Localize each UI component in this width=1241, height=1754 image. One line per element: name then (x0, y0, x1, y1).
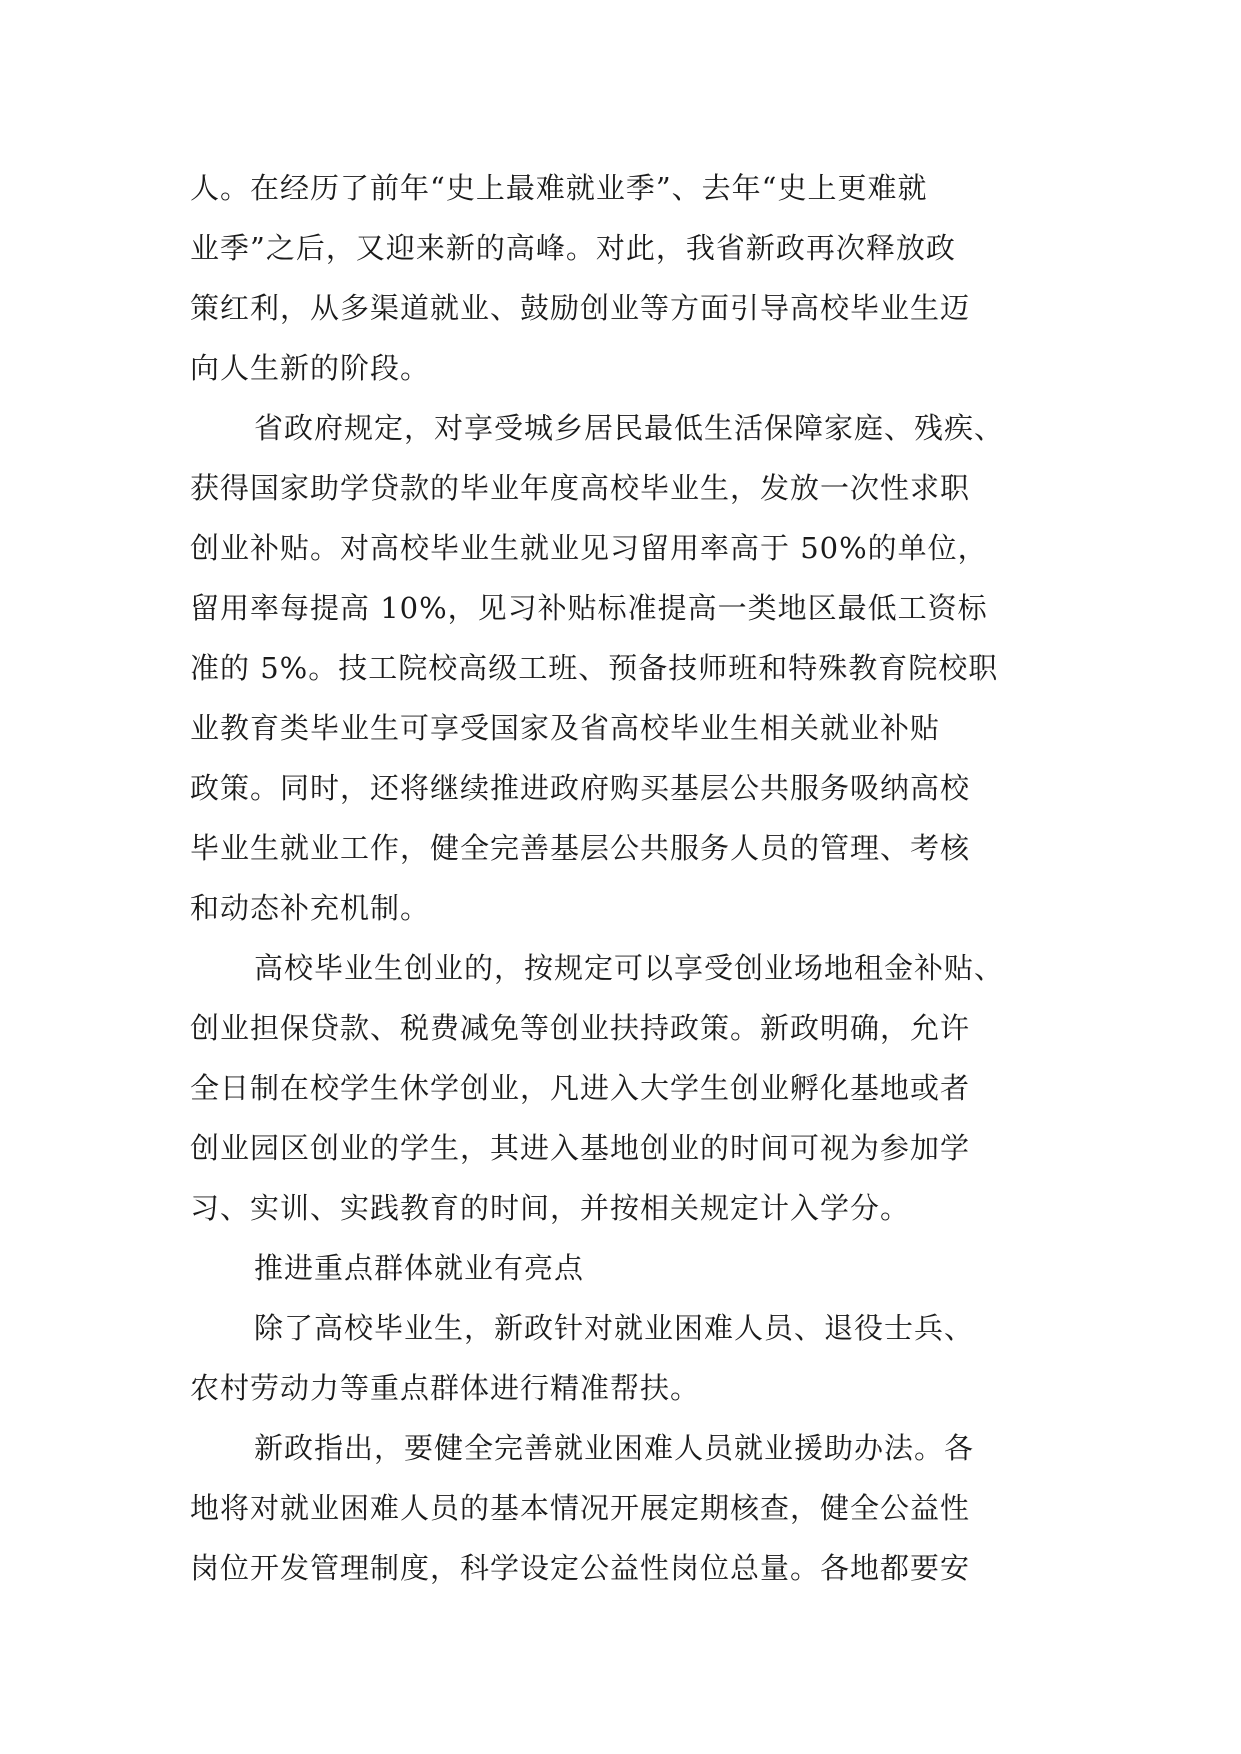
text-line: 人。在经历了前年“史上最难就业季”、去年“史上更难就 (190, 171, 928, 205)
text-line: 地将对就业困难人员的基本情况开展定期核查，健全公益性 (190, 1491, 971, 1525)
text-line: 留用率每提高 10%，见习补贴标准提高一类地区最低工资标 (190, 591, 988, 625)
text-line: 习、实训、实践教育的时间，并按相关规定计入学分。 (190, 1191, 911, 1225)
text-line: 获得国家助学贷款的毕业年度高校毕业生，发放一次性求职 (190, 471, 971, 505)
document-body (190, 158, 1050, 1598)
text-line: 准的 5%。技工院校高级工班、预备技师班和特殊教育院校职 (190, 651, 999, 685)
text-line: 策红利，从多渠道就业、鼓励创业等方面引导高校毕业生迈 (190, 291, 971, 325)
text-line: 和动态补充机制。 (190, 891, 431, 925)
text-line: 向人生新的阶段。 (190, 351, 431, 385)
text-line: 业季”之后，又迎来新的高峰。对此，我省新政再次释放政 (190, 231, 956, 265)
section-heading: 推进重点群体就业有亮点 (254, 1251, 585, 1285)
text-line: 全日制在校学生休学创业，凡进入大学生创业孵化基地或者 (190, 1071, 971, 1105)
text-line: 农村劳动力等重点群体进行精准帮扶。 (190, 1371, 701, 1405)
text-line: 创业补贴。对高校毕业生就业见习留用率高于 50%的单位， (190, 531, 988, 565)
text-line: 创业园区创业的学生，其进入基地创业的时间可视为参加学 (190, 1131, 971, 1165)
text-line: 业教育类毕业生可享受国家及省高校毕业生相关就业补贴 (190, 711, 941, 745)
paragraph-start-line: 高校毕业生创业的，按规定可以享受创业场地租金补贴、 (254, 951, 1005, 985)
text-line: 岗位开发管理制度，科学设定公益性岗位总量。各地都要安 (190, 1551, 971, 1585)
text-line: 创业担保贷款、税费减免等创业扶持政策。新政明确，允许 (190, 1011, 971, 1045)
paragraph-start-line: 省政府规定，对享受城乡居民最低生活保障家庭、残疾、 (254, 411, 1005, 445)
paragraph-start-line: 新政指出，要健全完善就业困难人员就业援助办法。各 (254, 1431, 975, 1465)
text-line: 政策。同时，还将继续推进政府购买基层公共服务吸纳高校 (190, 771, 971, 805)
paragraph-start-line: 除了高校毕业生，新政针对就业困难人员、退役士兵、 (254, 1311, 975, 1345)
text-line: 毕业生就业工作，健全完善基层公共服务人员的管理、考核 (190, 831, 971, 865)
